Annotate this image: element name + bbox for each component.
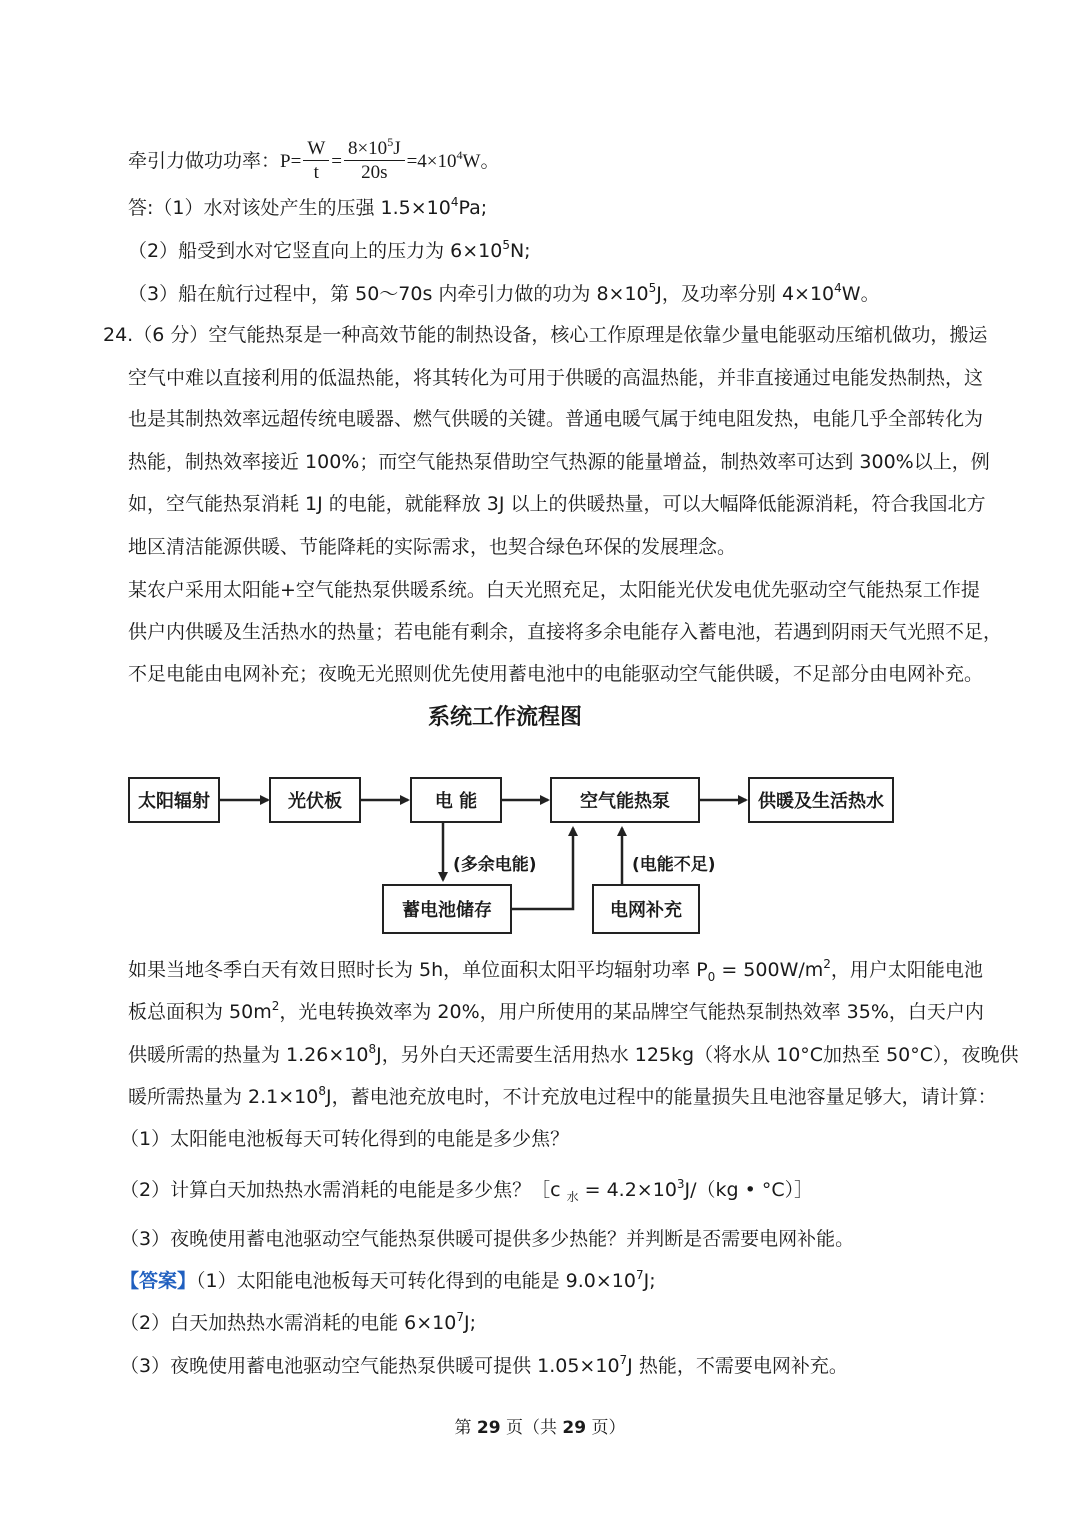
box-solar-radiation: 太阳辐射 — [128, 777, 220, 823]
label-surplus-energy: (多余电能) — [453, 855, 537, 875]
q24-para2-line-1: 某农户采用太阳能+空气能热泵供暖系统。白天光照充足，太阳能光伏发电优先驱动空气能热泵工作提 — [128, 579, 980, 601]
q24-para3-line-4: 暖所需热量为 $2.1\times 10^8J$，蓄电池充放电时，不计充放电过程中的能量损失且电池容量足够大，请计算： — [128, 1084, 997, 1108]
page-footer: 第 29 页（共 29 页） — [454, 1418, 626, 1438]
box-heat-pump: 空气能热泵 — [550, 777, 700, 823]
q24-answer-2: （2）白天加热热水需消耗的电能 $6\times 10^7J$; — [120, 1310, 476, 1334]
label-energy-shortage: (电能不足) — [632, 855, 716, 875]
q24-para1-line-5: 如，空气能热泵消耗 1J 的电能，就能释放 3J 以上的供暖热量，可以大幅降低能源消耗，符合我国北方 — [128, 493, 986, 515]
box-pv-panel: 光伏板 — [269, 777, 361, 823]
box-heating-hot-water: 供暖及生活热水 — [748, 777, 894, 823]
formula-label: 牵引力做功功率： — [128, 150, 281, 172]
q24-para1-line-3: 也是其制热效率远超传统电暖器、燃气供暖的关键。普通电暖气属于纯电阻发热，电能几乎全部转化为 — [128, 408, 984, 430]
fraction-w-over-t: $\frac{W}{t}$ — [303, 138, 329, 185]
page-total: 29 — [562, 1418, 587, 1438]
box-grid-supply: 电网补充 — [592, 884, 700, 934]
prev-answer-3: （3）船在航行过程中，第 50～70s 内牵引力做的功为 $8\times 10^5J$，及功率分别 $4\times 10^4W$。 — [128, 281, 880, 305]
q24-sub-question-1: （1）太阳能电池板每天可转化得到的电能是多少焦？ — [120, 1128, 570, 1150]
q24-para3-line-1: 如果当地冬季白天有效日照时长为 5h，单位面积太阳平均辐射功率 $P_0 = 500W/m^2$，用户太阳能电池 — [128, 957, 983, 984]
q24-para3-line-3: 供暖所需的热量为 $1.26\times 10^8J$，另外白天还需要生活用热水 125kg（将水从 10°C加热至 50°C），夜晚供 — [128, 1042, 1019, 1066]
page-number: 29 — [476, 1418, 501, 1438]
power-formula-line: 牵引力做功功率：P= $\frac{W}{t}$ = $\frac{8\times 10^5J}{20s}$ $=4\times 10^4W$。 — [128, 135, 500, 183]
formula-p: P= — [280, 151, 302, 172]
prev-answer-2: （2）船受到水对它竖直向上的压力为 $6\times 10^5N$; — [128, 238, 531, 262]
q24-sub-question-2: （2）计算白天加热热水需消耗的电能是多少焦？［c $_水 = 4.2\times 10^3J/(kg$ • °C）］ — [120, 1177, 814, 1204]
q24-para2-line-3: 不足电能由电网补充；夜晚无光照则优先使用蓄电池中的电能驱动空气能供暖，不足部分由电网补充。 — [128, 663, 984, 685]
q24-sub-question-3: （3）夜晚使用蓄电池驱动空气能热泵供暖可提供多少热能？并判断是否需要电网补能。 — [120, 1228, 855, 1250]
q24-para1-line-4: 热能，制热效率接近 100%；而空气能热泵借助空气热源的能量增益，制热效率可达到 300%以上，例 — [128, 451, 990, 473]
q24-para3-line-2: 板总面积为 $50m^2$，光电转换效率为 20%，用户所使用的某品牌空气能热泵制热效率 35%，白天户内 — [128, 999, 984, 1023]
q24-para2-line-2: 供户内供暖及生活热水的热量；若电能有剩余，直接将多余电能存入蓄电池，若遇到阴雨天气光照不足， — [128, 621, 1003, 643]
q24-para1-line-2: 空气中难以直接利用的低温热能，将其转化为可用于供暖的高温热能，并非直接通过电能发热制热，这 — [128, 367, 984, 389]
prev-answer-1: 答:（1）水对该处产生的压强 $1.5\times 10^4Pa$; — [128, 195, 488, 219]
answer-tag: 【答案】 — [120, 1270, 197, 1292]
q24-para1-line-6: 地区清洁能源供暖、节能降耗的实际需求，也契合绿色环保的发展理念。 — [128, 536, 737, 558]
fraction-work-over-time: $\frac{8\times 10^5J}{20s}$ — [344, 138, 405, 185]
q24-answer-1: 【答案】（1）太阳能电池板每天可转化得到的电能是 $9.0\times 10^7J$; — [120, 1268, 656, 1292]
diagram-title: 系统工作流程图 — [427, 705, 582, 730]
box-electric-energy: 电 能 — [410, 777, 502, 823]
q24-answer-3: （3）夜晚使用蓄电池驱动空气能热泵供暖可提供 $1.05\times 10^7J$ 热能，不需要电网补充。 — [120, 1353, 848, 1377]
box-battery-storage: 蓄电池储存 — [382, 884, 512, 934]
q24-para1-line-1: 24.（6 分）空气能热泵是一种高效节能的制热设备，核心工作原理是依靠少量电能驱动压缩机做功，搬运 — [103, 324, 988, 346]
